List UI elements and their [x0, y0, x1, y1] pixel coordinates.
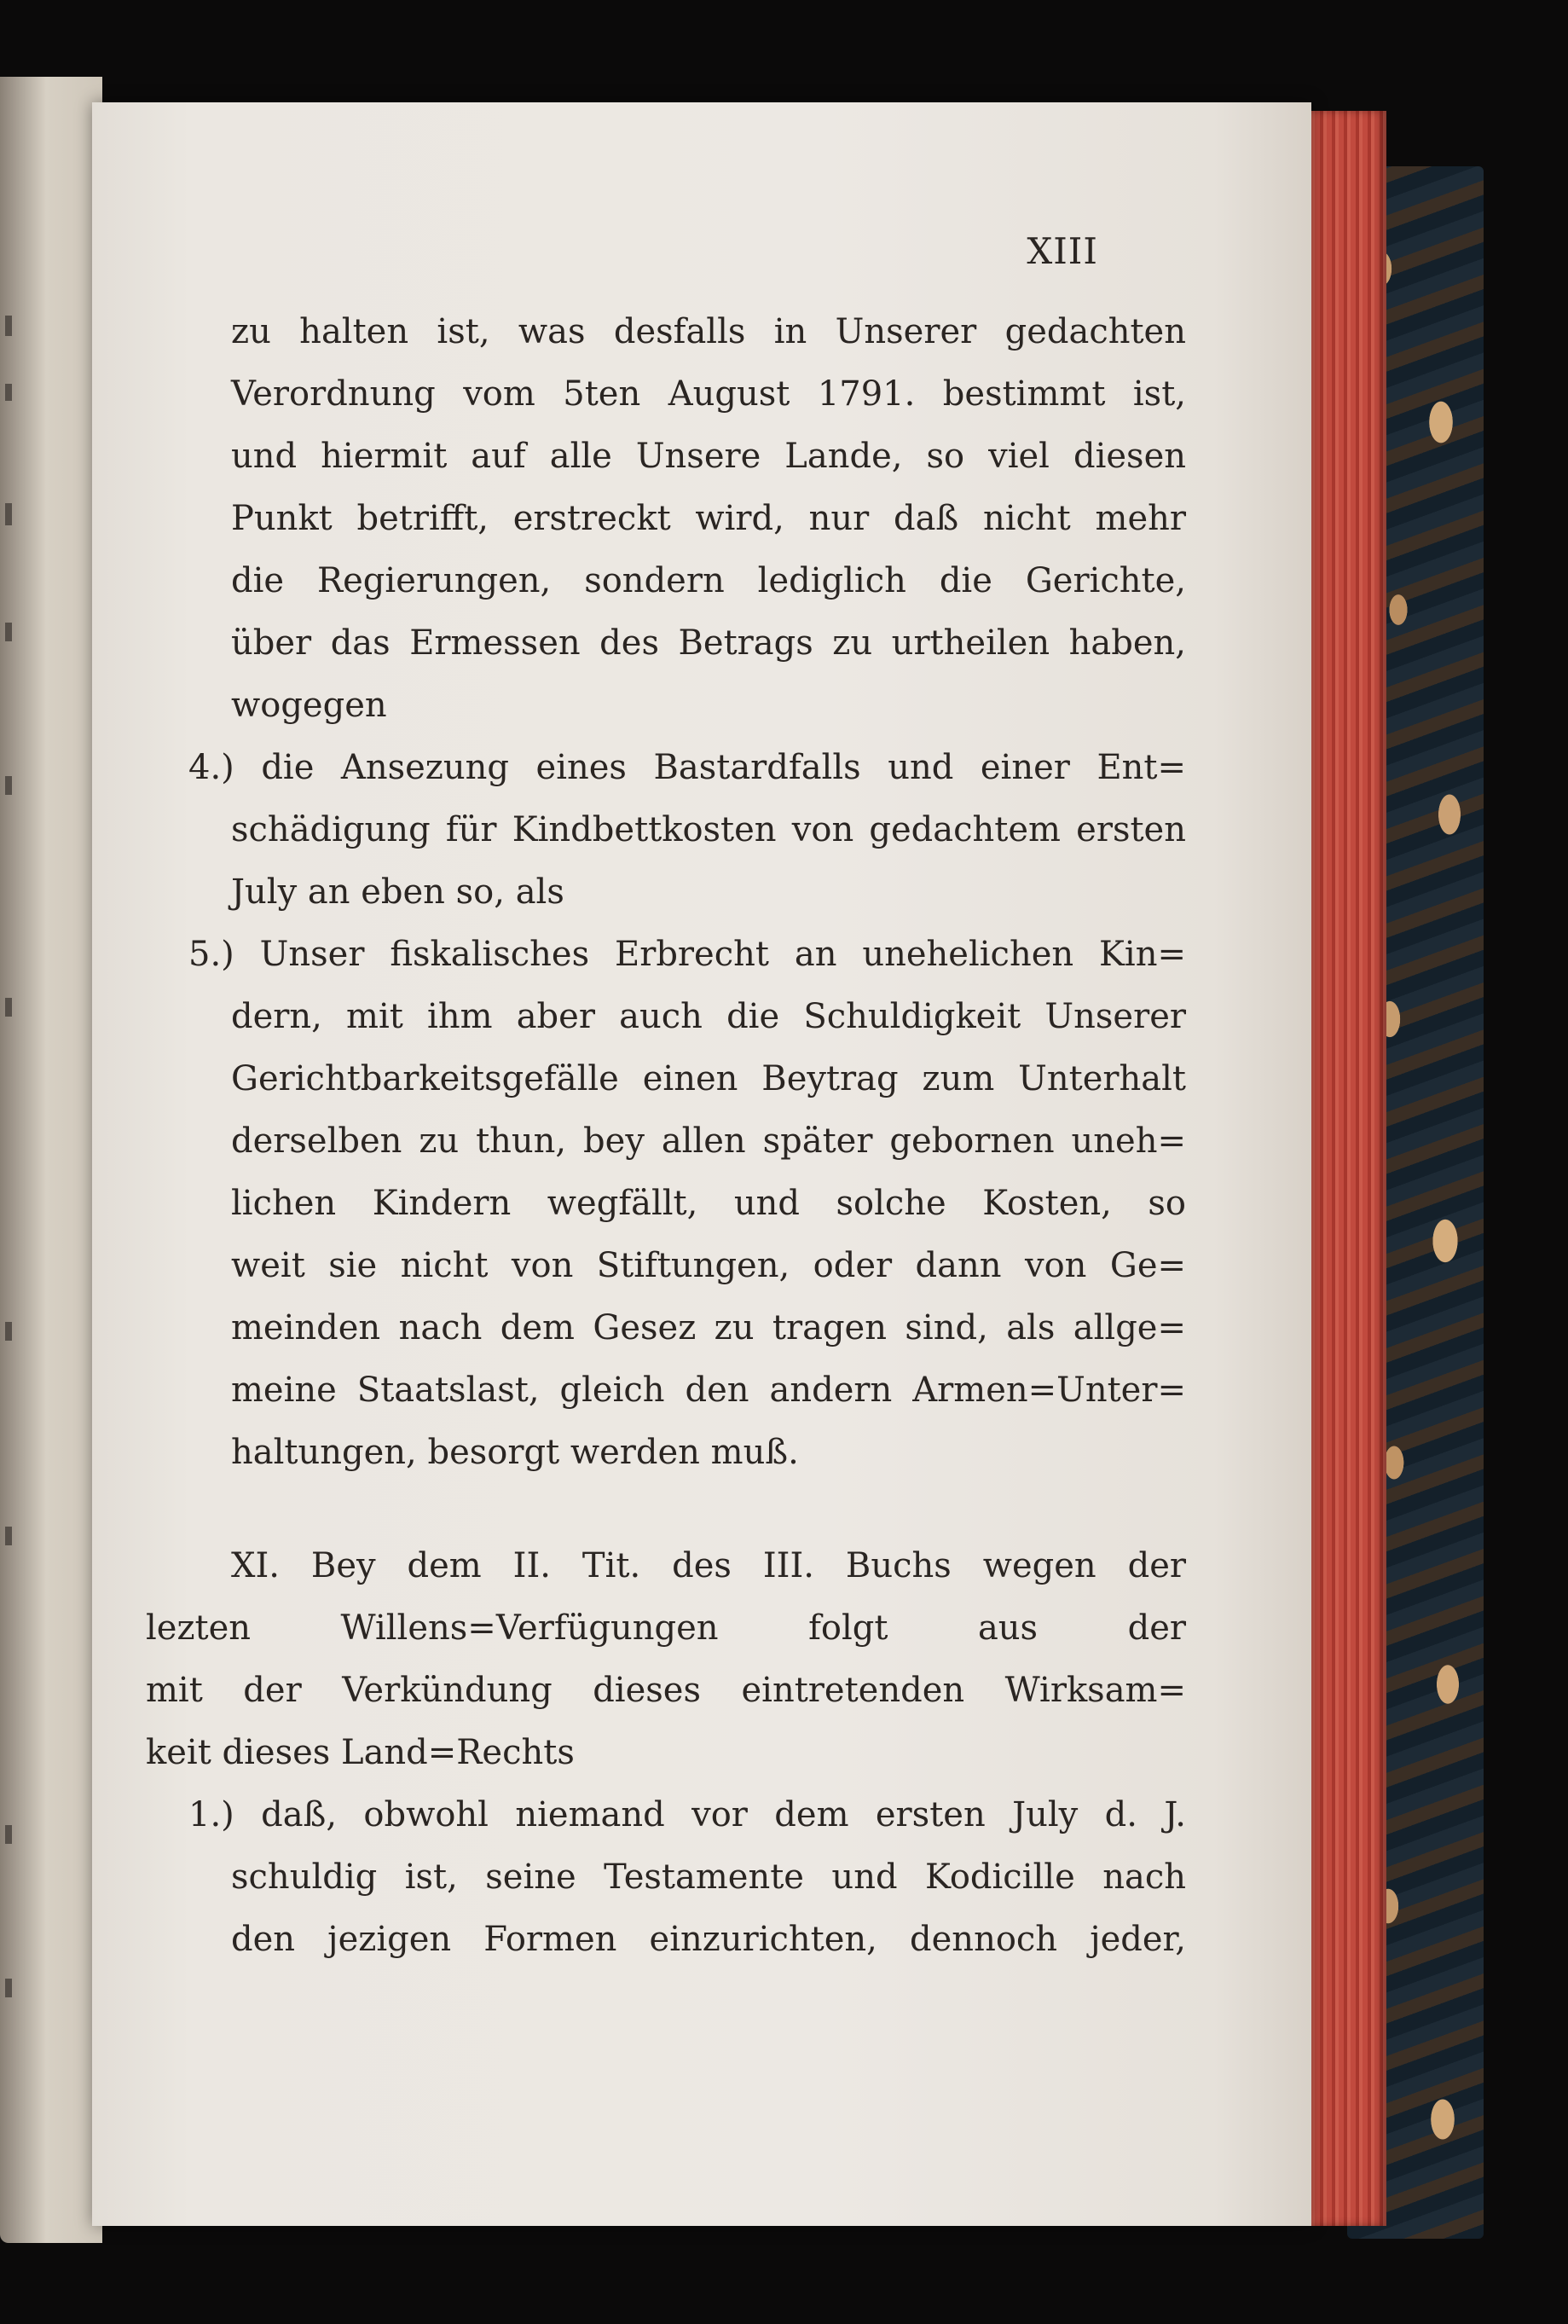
text-line: haltungen, besorgt werden muß.	[231, 1433, 799, 1472]
bleed-mark	[5, 623, 12, 641]
text-line: schädigung für Kindbettkosten von gedachtem ersten	[231, 810, 1186, 849]
bleed-mark	[5, 316, 12, 336]
text-line: derselben zu thun, bey allen später gebornen uneh=	[231, 1121, 1186, 1161]
text-line: und hiermit auf alle Unsere Lande, so viel diesen	[231, 437, 1186, 476]
text-line: Verordnung vom 5ten August 1791. bestimmt ist,	[231, 374, 1186, 414]
text-line: mit der Verkündung dieses eintretenden Wirksam=	[146, 1671, 1186, 1710]
text-line: zu halten ist, was desfalls in Unserer gedachten	[231, 312, 1186, 351]
previous-page-edge	[0, 77, 102, 2243]
text-line: schuldig ist, seine Testamente und Kodicille nach	[231, 1857, 1186, 1897]
text-line: wogegen	[231, 686, 387, 725]
book-page	[92, 102, 1311, 2226]
text-line: meinden nach dem Gesez zu tragen sind, als allge=	[231, 1308, 1186, 1347]
list-item-5: 5.) Unser fiskalisches Erbrecht an unehelichen Kin=	[188, 935, 1186, 974]
text-line: Gerichtbarkeitsgefälle einen Beytrag zum Unterhalt	[231, 1059, 1186, 1098]
text-line: die Regierungen, sondern lediglich die Gerichte,	[231, 561, 1186, 600]
list-item-4: 4.) die Ansezung eines Bastardfalls und einer Ent=	[188, 748, 1186, 787]
bleed-mark	[5, 503, 12, 525]
page-number: XIII	[1027, 230, 1098, 272]
text-line: den jezigen Formen einzurichten, dennoch jeder,	[231, 1920, 1186, 1959]
page-text	[92, 102, 1311, 2226]
text-line: keit dieses Land=Rechts	[146, 1733, 575, 1772]
text-line: lichen Kindern wegfällt, und solche Kosten, so	[231, 1184, 1186, 1223]
bleed-mark	[5, 384, 12, 401]
text-line: weit sie nicht von Stiftungen, oder dann von Ge=	[231, 1246, 1186, 1285]
text-line: dern, mit ihm aber auch die Schuldigkeit Unserer	[231, 997, 1186, 1036]
red-page-edges	[1303, 111, 1386, 2226]
bleed-mark	[5, 1527, 12, 1545]
text-line: über das Ermessen des Betrags zu urtheilen haben,	[231, 623, 1186, 663]
bleed-mark	[5, 998, 12, 1017]
text-line: Punkt betrifft, erstreckt wird, nur daß nicht mehr	[231, 499, 1186, 538]
bleed-mark	[5, 776, 12, 795]
bleed-mark	[5, 1322, 12, 1341]
list-item-1: 1.) daß, obwohl niemand vor dem ersten July d. J.	[188, 1795, 1186, 1834]
bleed-mark	[5, 1825, 12, 1844]
text-line: July an eben so, als	[231, 872, 564, 912]
bleed-mark	[5, 1979, 12, 1997]
text-line: lezten Willens=Verfügungen folgt aus der	[146, 1608, 1186, 1648]
section-heading-xi: XI. Bey dem II. Tit. des III. Buchs wegen der	[231, 1546, 1186, 1585]
text-line: meine Staatslast, gleich den andern Armen=Unter=	[231, 1371, 1186, 1410]
